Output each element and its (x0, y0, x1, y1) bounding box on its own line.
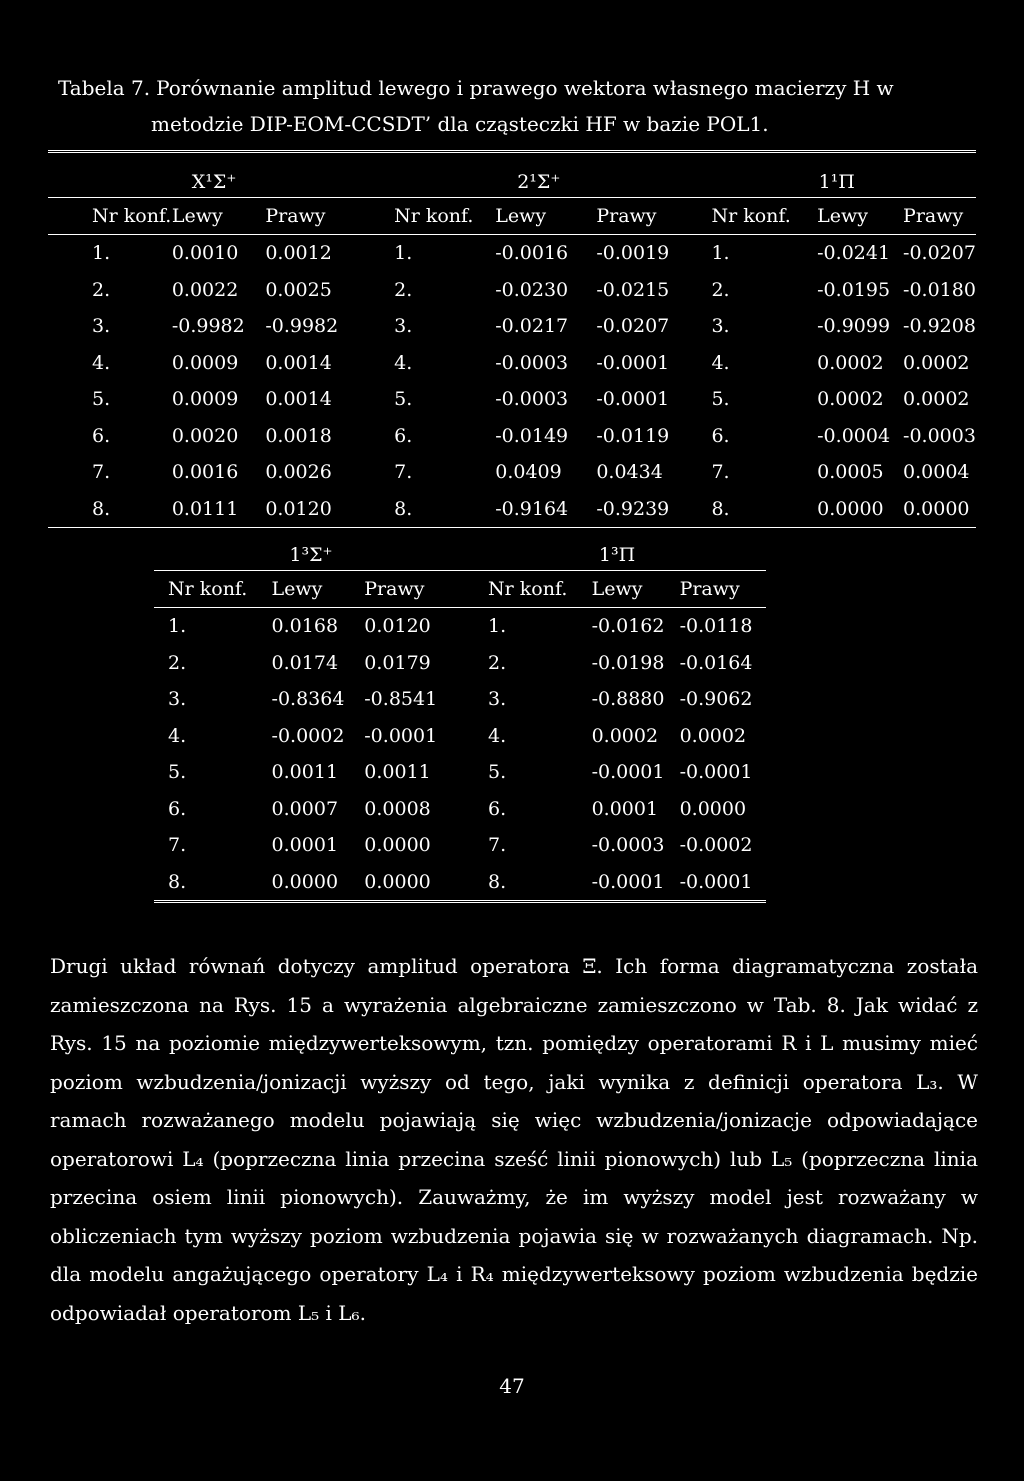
table-cell: 1. (92, 242, 111, 265)
table-cell: 0.0434 (596, 461, 663, 484)
table-cell: 5. (92, 388, 111, 411)
table-cell: 7. (488, 834, 507, 857)
table-row (48, 272, 976, 309)
table-row (154, 718, 766, 755)
table-cell: 0.0168 (271, 615, 339, 638)
table-cell: 0.0001 (591, 797, 659, 820)
table-cell: -0.0119 (596, 424, 670, 447)
table-cell: -0.0003 (495, 351, 569, 374)
table-row (48, 491, 976, 528)
table-cell: 0.0026 (265, 461, 332, 484)
table-cell: 2. (711, 278, 730, 301)
table-row (154, 864, 766, 902)
table-cell: 0.0120 (265, 491, 380, 528)
table-cell: 3. (488, 688, 507, 711)
table-cell: -0.0003 (591, 834, 665, 857)
table-cell: 0.0174 (271, 651, 339, 674)
table-cell: -0.0002 (271, 724, 345, 747)
table-cell: -0.0001 (364, 724, 438, 747)
table-cell: 0.0002 (903, 351, 970, 374)
table-cell: 3. (92, 315, 111, 338)
table-cell: 4. (488, 724, 507, 747)
caption-label: Tabela 7. (58, 76, 151, 100)
table-cell: -0.0001 (592, 864, 680, 902)
column-header: Prawy (364, 571, 468, 608)
table-cell: -0.0195 (817, 278, 891, 301)
table-cell: -0.9099 (817, 315, 891, 338)
group-header: 1¹Π (697, 152, 976, 198)
table-row (154, 645, 766, 682)
table-row (48, 454, 976, 491)
caption-line-2: metodzie DIP-EOM-CCSDT’ dla cząsteczki HF w bazie POL1. (151, 112, 769, 136)
table-cell: 5. (711, 388, 730, 411)
table-cell: 0.0011 (271, 761, 339, 784)
table-cell: 0.0002 (903, 388, 970, 411)
table-cell: 0.0020 (171, 424, 239, 447)
table-cell: -0.0001 (596, 388, 670, 411)
table-cell: 7. (394, 461, 413, 484)
table-cell: 3. (711, 315, 730, 338)
table-cell: -0.0001 (591, 761, 665, 784)
amplitude-table-triplet (154, 526, 766, 903)
table-cell: -0.0180 (903, 278, 976, 301)
table-cell: 0.0179 (364, 651, 431, 674)
table-cell: 0.0008 (364, 797, 431, 820)
column-header: Nr konf. (697, 198, 817, 235)
table-cell: -0.0207 (596, 315, 670, 338)
table-cell: 7. (711, 461, 730, 484)
table-cell: 5. (488, 761, 507, 784)
group-header: 2¹Σ⁺ (380, 152, 697, 198)
table-cell: 7. (92, 461, 111, 484)
table-cell: 0.0014 (265, 351, 332, 374)
table-cell: 8. (468, 864, 592, 902)
table-cell: 8. (380, 491, 495, 528)
table-cell: 8. (154, 864, 272, 902)
table-cell: 0.0004 (903, 461, 970, 484)
table-cell: 5. (394, 388, 413, 411)
column-header: Prawy (596, 198, 697, 235)
column-header: Lewy (592, 571, 680, 608)
table-row (48, 345, 976, 382)
group-header: 1³Σ⁺ (154, 526, 468, 571)
table-cell: 6. (394, 424, 413, 447)
column-header: Lewy (495, 198, 596, 235)
table-cell: -0.9982 (265, 315, 339, 338)
table-cell: 0.0000 (364, 864, 468, 902)
table-cell: -0.0207 (903, 242, 976, 265)
group-header: X¹Σ⁺ (48, 152, 380, 198)
table-cell: 2. (92, 278, 111, 301)
table-caption (58, 70, 958, 142)
table-cell: 0.0002 (817, 351, 884, 374)
table-row (48, 235, 976, 272)
column-header: Nr konf. (380, 198, 495, 235)
table-cell: 4. (711, 351, 730, 374)
column-header: Prawy (903, 198, 976, 235)
table-cell: -0.8880 (591, 688, 665, 711)
amplitude-table-singlet (48, 150, 976, 528)
table-row (154, 791, 766, 828)
table-cell: -0.0118 (679, 615, 753, 638)
table-cell: -0.8541 (364, 688, 438, 711)
table-row (48, 308, 976, 345)
table-cell: -0.0002 (679, 834, 753, 857)
table-cell: 0.0009 (171, 351, 239, 374)
table-cell: 6. (711, 424, 730, 447)
body-paragraph (50, 947, 978, 1332)
table-cell: -0.0001 (679, 761, 753, 784)
table-cell: 2. (168, 651, 187, 674)
table-cell: 0.0000 (817, 491, 903, 528)
table-cell: -0.8364 (271, 688, 345, 711)
column-header: Lewy (817, 198, 903, 235)
table-cell: -0.0004 (817, 424, 891, 447)
table-cell: -0.9982 (171, 315, 245, 338)
column-header: Nr konf. (48, 198, 172, 235)
table-cell: 8. (48, 491, 172, 528)
table-cell: 0.0409 (495, 461, 562, 484)
caption-line-1: Porównanie amplitud lewego i prawego wektora własnego macierzy H w (156, 76, 894, 100)
table-cell: 0.0002 (591, 724, 659, 747)
table-cell: 0.0012 (265, 242, 332, 265)
table-cell: 6. (488, 797, 507, 820)
table-cell: -0.9062 (679, 688, 753, 711)
table-cell: 1. (168, 615, 187, 638)
table-cell: 6. (92, 424, 111, 447)
table-row (48, 381, 976, 418)
table-cell: -0.0215 (596, 278, 670, 301)
table-cell: 0.0018 (265, 424, 332, 447)
table-cell: -0.0016 (495, 242, 569, 265)
group-header: 1³Π (468, 526, 766, 571)
table-row (154, 608, 766, 645)
table-cell: 0.0011 (364, 761, 431, 784)
column-header: Prawy (265, 198, 380, 235)
table-cell: 0.0007 (271, 797, 339, 820)
column-header: Nr konf. (154, 571, 272, 608)
page-number: 47 (499, 1374, 525, 1398)
table-cell: 6. (168, 797, 187, 820)
table-cell: 0.0002 (679, 724, 747, 747)
table-cell: -0.0019 (596, 242, 670, 265)
table-cell: -0.9164 (495, 491, 596, 528)
table-cell: 8. (697, 491, 817, 528)
table-row (154, 754, 766, 791)
table-cell: 0.0010 (171, 242, 239, 265)
table-cell: -0.9208 (903, 315, 976, 338)
table-cell: 0.0022 (171, 278, 239, 301)
table-row (154, 827, 766, 864)
table-cell: 3. (168, 688, 187, 711)
table-cell: 0.0009 (171, 388, 239, 411)
table-cell: -0.0003 (903, 424, 976, 447)
table-row (154, 681, 766, 718)
column-header: Lewy (172, 198, 266, 235)
table-cell: 4. (168, 724, 187, 747)
table-cell: -0.0162 (591, 615, 665, 638)
table-cell: 0.0001 (271, 834, 339, 857)
table-cell: 0.0002 (817, 388, 884, 411)
table-cell: -0.0198 (591, 651, 665, 674)
table-cell: 0.0000 (364, 834, 431, 857)
table-cell: 0.0000 (679, 797, 747, 820)
table-cell: 0.0025 (265, 278, 332, 301)
column-header: Lewy (272, 571, 365, 608)
column-header: Prawy (680, 571, 766, 608)
table-cell: 1. (488, 615, 507, 638)
table-row (48, 418, 976, 455)
table-cell: -0.0149 (495, 424, 569, 447)
table-cell: 1. (711, 242, 730, 265)
table-cell: -0.0001 (680, 864, 766, 902)
table-cell: -0.0230 (495, 278, 569, 301)
table-cell: -0.0164 (679, 651, 753, 674)
table-cell: -0.0003 (495, 388, 569, 411)
table-cell: 0.0120 (364, 615, 431, 638)
table-cell: 4. (92, 351, 111, 374)
table-cell: 7. (168, 834, 187, 857)
table-cell: 0.0000 (903, 491, 976, 528)
table-cell: 4. (394, 351, 413, 374)
table-cell: 0.0000 (272, 864, 365, 902)
table-cell: 0.0016 (171, 461, 239, 484)
table-cell: 0.0005 (817, 461, 884, 484)
table-cell: 0.0111 (172, 491, 266, 528)
paragraph-text: Drugi układ równań dotyczy amplitud operatora Ξ. Ich forma diagramatyczna została zamieszczona na Rys. 15 a wyrażenia algebraiczne zamieszczono w Tab. 8. Jak widać z Rys. 15 na poziomie międzywerteksowym, tzn. pomiędzy operatorami R i L musimy mieć poziom wzbudzenia/jonizacji wyższy od tego, jaki wynika z definicji operatora L₃. W ramach rozważanego modelu pojawiają się więc wzbudzenia/jonizacje odpowiadające operatorowi L₄ (poprzeczna linia przecina sześć linii pionowych) lub L₅ (poprzeczna linia przecina osiem linii pionowych). Zauważmy, że im wyższy model jest rozważany w obliczeniach tym wyższy poziom wzbudzenia pojawia się w rozważanych diagramach. Np. dla modelu angażującego operatory L₄ i R₄ międzywerteksowy poziom wzbudzenia będzie odpowiadał operatorom L₅ i L₆. (50, 954, 978, 1325)
table-cell: -0.0001 (596, 351, 670, 374)
table-cell: -0.0217 (495, 315, 569, 338)
table-cell: 0.0014 (265, 388, 332, 411)
table-cell: 1. (394, 242, 413, 265)
table-cell: 2. (488, 651, 507, 674)
table-cell: -0.0241 (817, 242, 891, 265)
column-header: Nr konf. (468, 571, 592, 608)
table-cell: 5. (168, 761, 187, 784)
table-cell: -0.9239 (596, 491, 697, 528)
table-cell: 2. (394, 278, 413, 301)
table-cell: 3. (394, 315, 413, 338)
